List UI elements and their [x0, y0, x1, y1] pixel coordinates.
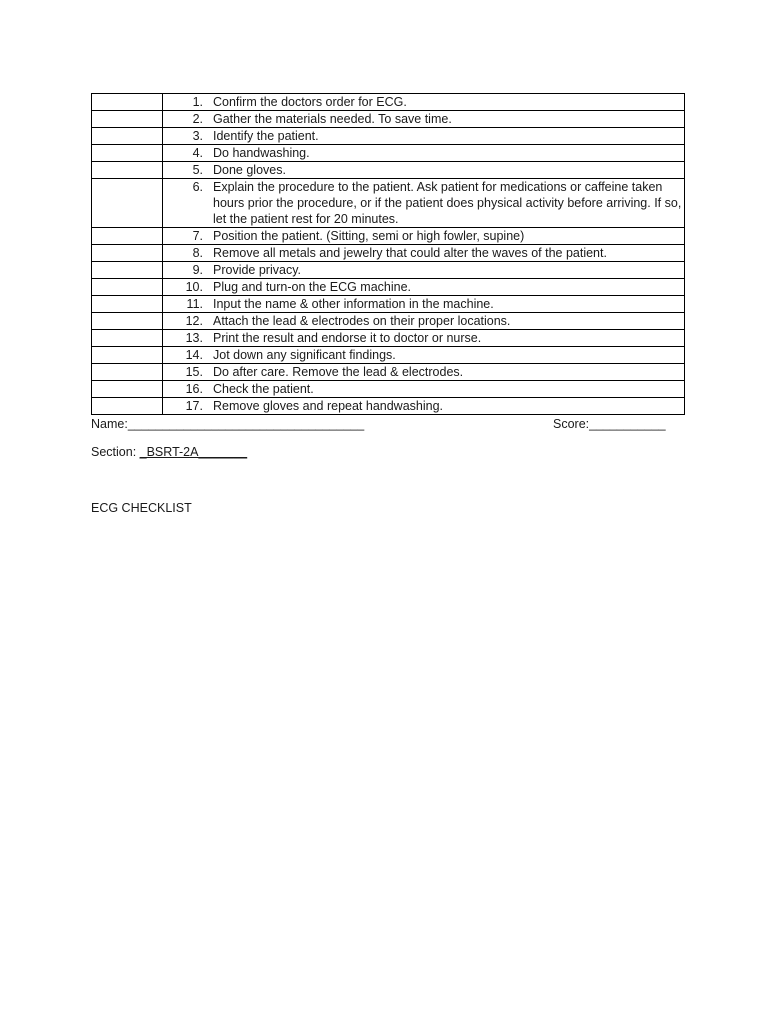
row-score-cell [92, 364, 163, 381]
row-score-cell [92, 296, 163, 313]
step-number: 6. [192, 180, 203, 194]
step-item [163, 347, 684, 363]
step-number: 11. [186, 297, 203, 311]
step-text: Print the result and endorse it to doctor or nurse. [213, 331, 482, 345]
row-step-cell [163, 330, 685, 347]
checklist-row [92, 111, 685, 128]
step-number: 8. [192, 246, 203, 260]
step-text: Gather the materials needed. To save time. [213, 112, 452, 126]
row-step-cell [163, 296, 685, 313]
step-text: Explain the procedure to the patient. Ask patient for medications or caffeine taken hours prior the procedure, or if the patient does physical activity before arriving. If so, let the patient rest for 20 minutes. [213, 180, 682, 226]
checklist-row [92, 398, 685, 415]
step-number: 7. [192, 229, 203, 243]
row-step-cell [163, 162, 685, 179]
checklist-row [92, 364, 685, 381]
step-number: 9. [192, 263, 203, 277]
row-score-cell [92, 347, 163, 364]
checklist-row [92, 262, 685, 279]
row-step-cell [163, 279, 685, 296]
checklist-row [92, 296, 685, 313]
row-score-cell [92, 398, 163, 415]
step-text: Done gloves. [213, 163, 286, 177]
checklist-row [92, 347, 685, 364]
step-item [163, 228, 684, 244]
step-item [163, 381, 684, 397]
step-text: Do handwashing. [213, 146, 310, 160]
checklist-row [92, 94, 685, 111]
step-number: 16. [185, 382, 203, 396]
step-number: 17. [185, 399, 203, 413]
page-title: ECG CHECKLIST [91, 501, 192, 515]
checklist-row [92, 313, 685, 330]
step-number: 13. [185, 331, 203, 345]
checklist-row [92, 145, 685, 162]
ecg-checklist-table [91, 93, 685, 415]
row-score-cell [92, 179, 163, 228]
row-score-cell [92, 162, 163, 179]
section-label: Section: [91, 445, 140, 459]
checklist-body [92, 94, 685, 415]
step-text: Remove all metals and jewelry that could alter the waves of the patient. [213, 246, 607, 260]
step-item [163, 162, 684, 178]
checklist-row [92, 279, 685, 296]
step-item [163, 94, 684, 110]
row-score-cell [92, 381, 163, 398]
step-text: Identify the patient. [213, 129, 319, 143]
row-step-cell [163, 262, 685, 279]
step-text: Check the patient. [213, 382, 314, 396]
row-step-cell [163, 179, 685, 228]
checklist-row [92, 128, 685, 145]
step-item [163, 145, 684, 161]
row-step-cell [163, 313, 685, 330]
row-step-cell [163, 94, 685, 111]
step-text: Attach the lead & electrodes on their proper locations. [213, 314, 511, 328]
checklist-row [92, 179, 685, 228]
step-number: 10. [185, 280, 203, 294]
step-item [163, 398, 684, 414]
checklist-row [92, 245, 685, 262]
checklist-row [92, 381, 685, 398]
step-item [163, 313, 684, 329]
step-item [163, 296, 684, 312]
row-score-cell [92, 262, 163, 279]
score-field: Score:___________ [553, 417, 666, 431]
row-score-cell [92, 128, 163, 145]
row-step-cell [163, 228, 685, 245]
row-score-cell [92, 330, 163, 347]
row-step-cell [163, 128, 685, 145]
step-item [163, 111, 684, 127]
step-text: Provide privacy. [213, 263, 301, 277]
step-number: 14. [185, 348, 203, 362]
section-value: _BSRT-2A_______ [139, 445, 248, 459]
step-text: Remove gloves and repeat handwashing. [213, 399, 444, 413]
step-item [163, 330, 684, 346]
row-step-cell [163, 398, 685, 415]
step-text: Input the name & other information in the machine. [213, 297, 494, 311]
step-item [163, 128, 684, 144]
row-score-cell [92, 228, 163, 245]
step-item [163, 279, 684, 295]
checklist-row [92, 330, 685, 347]
step-item [163, 179, 684, 227]
checklist-row [92, 162, 685, 179]
step-text: Do after care. Remove the lead & electrodes. [213, 365, 464, 379]
step-number: 15. [185, 365, 203, 379]
step-number: 12. [185, 314, 203, 328]
row-step-cell [163, 364, 685, 381]
row-score-cell [92, 279, 163, 296]
step-text: Position the patient. (Sitting, semi or high fowler, supine) [213, 229, 525, 243]
step-number: 3. [192, 129, 203, 143]
row-step-cell [163, 245, 685, 262]
name-field: Name:__________________________________ [91, 417, 365, 431]
row-score-cell [92, 94, 163, 111]
row-step-cell [163, 347, 685, 364]
row-step-cell [163, 145, 685, 162]
checklist-row [92, 228, 685, 245]
row-score-cell [92, 245, 163, 262]
step-number: 5. [192, 163, 203, 177]
step-text: Plug and turn-on the ECG machine. [213, 280, 412, 294]
step-text: Confirm the doctors order for ECG. [213, 95, 407, 109]
row-score-cell [92, 145, 163, 162]
step-item [163, 364, 684, 380]
step-number: 4. [192, 146, 203, 160]
row-score-cell [92, 313, 163, 330]
step-item [163, 245, 684, 261]
row-score-cell [92, 111, 163, 128]
step-text: Jot down any significant findings. [213, 348, 396, 362]
row-step-cell [163, 381, 685, 398]
section-field [91, 444, 247, 460]
step-number: 1. [192, 95, 203, 109]
step-number: 2. [192, 112, 203, 126]
row-step-cell [163, 111, 685, 128]
step-item [163, 262, 684, 278]
